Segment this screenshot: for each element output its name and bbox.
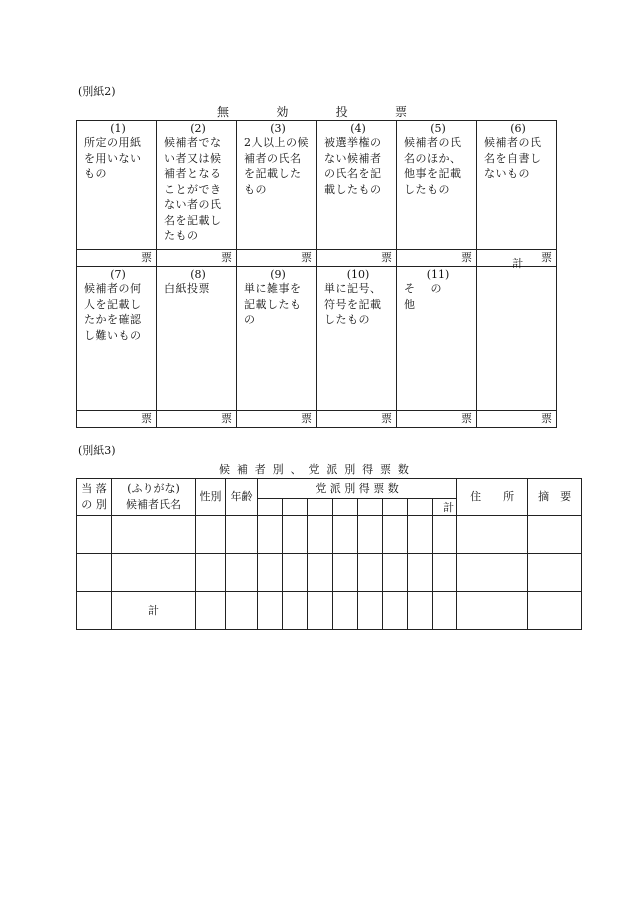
category-cell: (1) 所定の用紙を用いないもの: [77, 121, 157, 250]
header-candidate-name: (ふりがな) 候補者氏名: [112, 479, 196, 516]
vote-count-cell: 票: [237, 411, 317, 428]
sheet3-title-char: 候: [219, 463, 230, 476]
table-row: [77, 554, 582, 592]
table-row: [77, 516, 582, 554]
header-tousen: 当 落の 別: [77, 479, 112, 516]
vote-count-cell: 票: [317, 250, 397, 267]
candidate-votes-table: [76, 478, 582, 630]
vote-count-cell: 票: [157, 250, 237, 267]
vote-count-cell: 票: [397, 250, 477, 267]
category-cell: (11) そ の 他: [397, 267, 477, 411]
sheet3-title-char: 者: [254, 463, 266, 476]
sheet3-title-char: 数: [397, 463, 409, 476]
category-cell: (9) 単に雑事を記載したもの: [237, 267, 317, 411]
party-cell: [383, 499, 408, 516]
vote-count-cell: 票: [477, 250, 557, 267]
header-party-votes: 党 派 別 得 票 数: [258, 479, 457, 499]
sheet2-title-char: 効: [276, 105, 289, 119]
header-sex: 性別: [196, 479, 226, 516]
party-cell: [333, 499, 358, 516]
sheet3-title: [219, 461, 409, 477]
total-label: 計: [112, 592, 196, 630]
vote-count-cell: 票: [77, 411, 157, 428]
party-total-header: 計: [433, 499, 457, 516]
sheet3-title-char: 補: [236, 463, 248, 476]
vote-count-cell: 票: [237, 250, 317, 267]
sheet2-title-char: 票: [394, 105, 407, 119]
category-cell: (10) 単に記号、符号を記載したもの: [317, 267, 397, 411]
total-cell: 計: [477, 267, 557, 411]
header-remarks: 摘 要: [528, 479, 582, 516]
sheet3-label: (別紙3): [78, 444, 116, 457]
vote-count-cell: 票: [317, 411, 397, 428]
sheet3-title-char: 票: [380, 463, 392, 476]
party-cell: [258, 499, 283, 516]
header-address: 住 所: [457, 479, 528, 516]
sheet3-title-char: 党: [308, 463, 320, 476]
sheet2-label: (別紙2): [78, 85, 116, 98]
party-cell: [408, 499, 433, 516]
category-cell: (6) 候補者の氏名を自書しないもの: [477, 121, 557, 250]
sheet2-title-char: 無: [217, 105, 230, 119]
sheet3-title-char: 別: [344, 463, 356, 476]
sheet3-title-char: 、: [290, 463, 302, 476]
category-cell: (4) 被選挙権のない候補者の氏名を記載したもの: [317, 121, 397, 250]
sheet3-title-char: 派: [326, 463, 338, 476]
sheet3-title-char: 得: [362, 463, 374, 476]
vote-count-cell: 票: [477, 411, 557, 428]
total-row: [77, 592, 582, 630]
sheet2-title-char: 投: [335, 105, 348, 119]
header-age: 年齢: [226, 479, 258, 516]
vote-count-cell: 票: [157, 411, 237, 428]
invalid-votes-table: [76, 120, 557, 428]
sheet3-title-char: 別: [272, 463, 284, 476]
category-cell: (3) 2人以上の候補者の氏名を記載したもの: [237, 121, 317, 250]
category-cell: (5) 候補者の氏名のほか、他事を記載したもの: [397, 121, 477, 250]
sheet2-title: [217, 103, 407, 120]
party-cell: [308, 499, 333, 516]
category-cell: (2) 候補者でない者又は候補者となることができない者の氏名を記載したもの: [157, 121, 237, 250]
party-cell: [283, 499, 308, 516]
vote-count-cell: 票: [397, 411, 477, 428]
category-cell: (7) 候補者の何人を記載したかを確認し難いもの: [77, 267, 157, 411]
party-cell: [358, 499, 383, 516]
category-cell: (8) 白紙投票: [157, 267, 237, 411]
vote-count-cell: 票: [77, 250, 157, 267]
